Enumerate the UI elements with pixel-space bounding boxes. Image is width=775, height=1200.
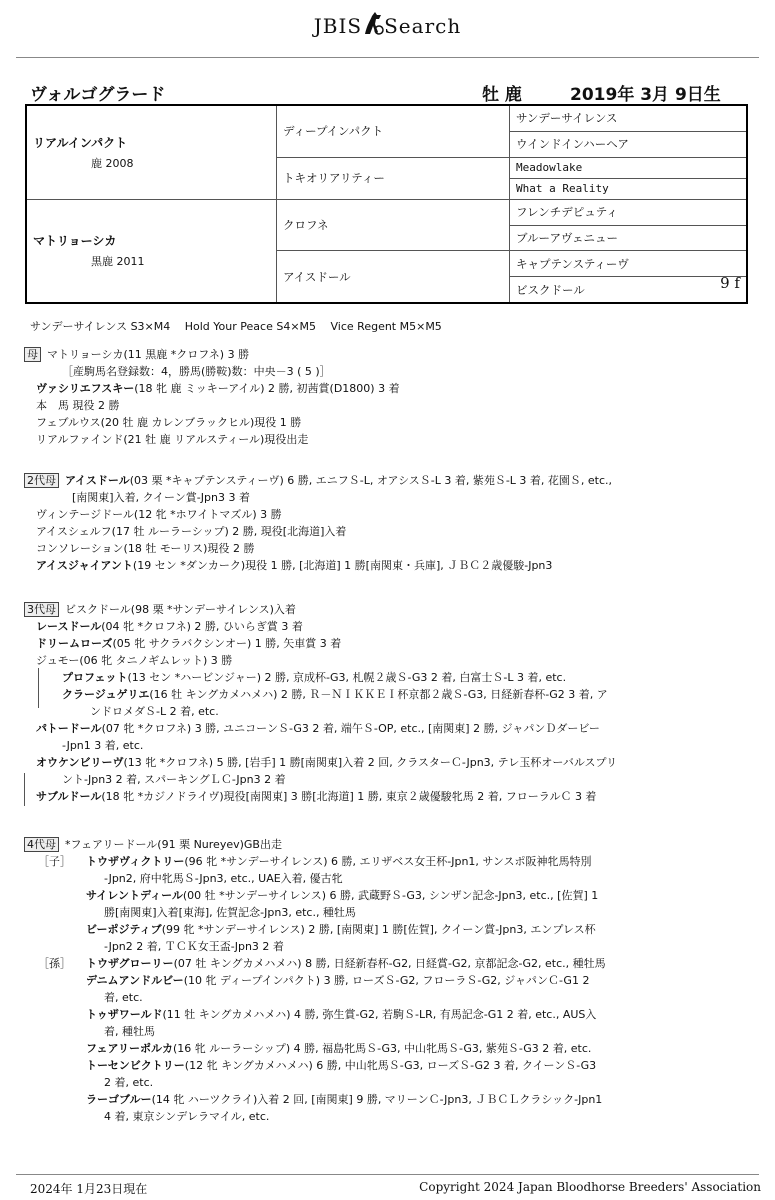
section-tag-4th-dam: 4代母 [24,837,59,852]
offspring-detail: (19 セン *ダンカーク)現役 1 勝, [北海道] 1 勝[南関東・兵庫], ＪＢＣ２歳優駿-Jpn3 [132,559,553,572]
offspring-name[interactable]: パトードール [36,722,102,735]
offspring-detail: (18 牝 *カジノドライヴ)現役[南関東] 3 勝[北海道] 1 勝, 東京２歳優駿牝馬 2 着, フローラルＣ 3 着 [101,790,597,803]
dam-name: マトリョーシカ [33,234,117,249]
offspring-name[interactable]: クラージュゲリエ [62,688,150,701]
pedigree-dam-sire[interactable]: クロフネ [277,199,510,250]
offspring-name[interactable]: トウザグローリー [86,957,174,970]
section-4th-dam [24,836,744,1125]
list-item [24,754,744,771]
offspring-name[interactable]: オウケンビリーヴ [36,756,124,769]
list-item [24,686,744,703]
offspring-detail: (13 牝 *クロフネ) 5 勝, [岩手] 1 勝[南関東]入着 2 回, クラスターＣ-Jpn3, テレ玉杯オーバルスプリ [123,756,618,769]
fourth-dam-line: *フェアリードール(91 栗 Nureyev)GB出走 [65,838,282,851]
offspring-name[interactable]: プロフェット [62,671,128,684]
footer-date: 2024年 1月23日現在 [30,1182,148,1196]
logo-text-search: Search [384,14,462,38]
section-3rd-dam [24,601,744,805]
grandchildren-label: ［孫］ [38,957,71,970]
offspring-name[interactable]: レースドール [36,620,102,633]
offspring-name[interactable]: サイレントディール [86,889,183,902]
offspring-detail: (07 牝 *クロフネ) 3 勝, ユニコーンＳ-G3 2 着, 端午Ｓ-OP, etc., [南関東] 2 勝, ジャパンＤダービー [101,722,600,735]
pedigree-sire-sire[interactable]: ディープインパクト [277,105,510,157]
offspring-detail: (07 牡 キングカメハメハ) 8 勝, 日経新春杯-G2, 日経賞-G2, 京都記念-G2, etc., 種牡馬 [173,957,606,970]
list-item: アイスシェルフ(17 牡 ルーラーシップ) 2 勝, 現役[北海道]入着 [36,525,347,538]
offspring-name[interactable]: トウザヴィクトリー [86,855,185,868]
pedigree-sss[interactable]: サンデーサイレンス [510,105,748,131]
pedigree-sds[interactable]: Meadowlake [510,157,748,178]
list-item: ヴィンテージドール(12 牝 *ホワイトマズル) 3 勝 [36,508,282,521]
pedigree-ssd[interactable]: ウインドインハーヘア [510,131,748,157]
list-item: フェブルウス(20 牡 鹿 カレンブラックヒル)現役 1 勝 [36,416,302,429]
offspring-name[interactable]: デニムアンドルビー [86,974,184,987]
list-item [24,1006,744,1023]
offspring-detail: (10 牝 ディープインパクト) 3 勝, ローズＳ-G2, フローラＳ-G2, ジャパンＣ-G1 2 [183,974,590,987]
footer-rule [16,1174,759,1175]
list-item-cont: ンドロメダＳ-L 2 着, etc. [90,705,219,718]
dam-color-year: 黒鹿 2011 [91,255,145,269]
pedigree-dam-dam[interactable]: アイスドール [277,251,510,303]
offspring-detail: (16 牝 ルーラーシップ) 4 勝, 福島牝馬Ｓ-G3, 中山牝馬Ｓ-G3, 紫苑Ｓ-G3 2 着, etc. [173,1042,592,1055]
offspring-detail: (13 セン *ハービンジャー) 2 勝, 京成杯-G3, 札幌２歳Ｓ-G3 2 着, 白富士Ｓ-L 3 着, etc. [127,671,567,684]
second-dam-name[interactable]: アイスドール [65,474,130,487]
third-dam-line: ビスクドール(98 栗 *サンデーサイレンス)入着 [65,603,296,616]
offspring-name[interactable]: フェアリーポルカ [86,1042,174,1055]
jbis-logo [0,10,775,38]
list-item [24,972,744,989]
list-item [24,618,744,635]
list-item [24,1040,744,1057]
offspring-name[interactable]: ドリームローズ [36,637,113,650]
pedigree-sdd[interactable]: What a Reality [510,178,748,199]
list-item-cont: 4 着, 東京シンデレラマイル, etc. [104,1110,270,1123]
list-item-cont: 着, 種牡馬 [104,1025,155,1038]
offspring-detail: (12 牝 キングカメハメハ) 6 勝, 中山牝馬Ｓ-G3, ローズＳ-G2 3 着, クイーンＳ-G3 [184,1059,597,1072]
offspring-detail: (96 牝 *サンデーサイレンス) 6 勝, エリザベス女王杯-Jpn1, サンスポ阪神牝馬特別 [184,855,592,868]
list-item [24,788,744,805]
second-dam-detail: (03 栗 *キャプテンスティーヴ) 6 勝, エニフＳ-L, オアシスＳ-L 3 着, 紫苑Ｓ-L 3 着, 花園Ｓ, etc., [129,474,613,487]
offspring-detail: (18 牝 鹿 ミッキーアイル) 2 勝, 初茜賞(D1800) 3 着 [134,382,400,395]
dam-stats: ［産駒馬名登録数：4，勝馬(勝鞍)数：中央－3 ( 5 )］ [62,365,331,378]
offspring-name[interactable]: アイスジャイアント [36,559,133,572]
section-dam [24,346,744,448]
offspring-detail: (11 牡 キングカメハメハ) 4 勝, 弥生賞-G2, 若駒Ｓ-LR, 有馬記念-G1 2 着, etc., AUS入 [162,1008,597,1021]
family-number: 9 f [720,274,740,292]
offspring-detail: (99 牝 *サンデーサイレンス) 2 勝, [南関東] 1 勝[佐賀], クイーン賞-Jpn3, エンプレス杯 [161,923,596,936]
offspring-detail: (00 牡 *サンデーサイレンス) 6 勝, 武蔵野Ｓ-G3, シンザン記念-Jpn3, etc., [佐賀] 1 [182,889,599,902]
list-item [24,720,744,737]
list-item [24,1091,744,1108]
list-item: ジュモー(06 牝 タニノギムレット) 3 勝 [36,654,233,667]
offspring-name[interactable]: ヴァシリエフスキー [36,382,135,395]
logo-text-jbis: JBIS [313,14,363,38]
inbreeding-line: サンデーサイレンス S3×M4 Hold Your Peace S4×M5 Vice Regent M5×M5 [30,320,442,333]
list-item [24,635,744,652]
section-tag-3rd-dam: 3代母 [24,602,59,617]
pedigree-sire[interactable] [26,105,277,199]
list-item-cont: -Jpn2 2 着, ＴＣＫ女王盃-Jpn3 2 着 [104,940,284,953]
sire-name: リアルインパクト [33,135,128,150]
horse-sex-color: 牡 鹿 [482,85,522,105]
pedigree-dss[interactable]: フレンチデピュティ [510,199,748,225]
children-label: ［子］ [38,855,71,868]
pedigree-table [25,104,748,304]
offspring-detail: (14 牝 ハーツクライ)入着 2 回, [南関東] 9 勝, マリーンＣ-Jpn3, ＪＢＣＬクラシック-Jpn1 [151,1093,603,1106]
pedigree-dam[interactable] [26,199,277,303]
list-item [24,557,744,574]
section-tag-2nd-dam: 2代母 [24,473,59,488]
list-item [24,887,744,904]
sire-color-year: 鹿 2008 [91,156,134,170]
offspring-name[interactable]: トゥザワールド [86,1008,163,1021]
section-2nd-dam [24,472,744,574]
offspring-detail: (16 牡 キングカメハメハ) 2 勝, Ｒ－ＮＩＫＫＥＩ杯京都２歳Ｓ-G3, 日経新春杯-G2 3 着, ア [149,688,608,701]
horse-logo-icon [362,10,384,38]
horse-header [30,80,750,105]
pedigree-dsd[interactable]: ブルーアヴェニュー [510,225,748,251]
list-item: リアルファインド(21 牡 鹿 リアルスティール)現役出走 [36,433,309,446]
list-item [24,1057,744,1074]
pedigree-ddd[interactable] [510,274,748,304]
tree-bracket [24,773,25,806]
list-item-cont: 勝[南関東]入着[東海], 佐賀記念-Jpn3, etc., 種牡馬 [104,906,356,919]
pedigree-sire-dam[interactable]: トキオリアリティー [277,157,510,199]
footer-copyright: Copyright 2024 Japan Bloodhorse Breeders' Association [419,1180,761,1194]
dam-line: マトリョーシカ(11 黒鹿 *クロフネ) 3 勝 [47,348,250,361]
second-dam-detail-cont: [南関東]入着, クイーン賞-Jpn3 3 着 [72,491,250,504]
pedigree-dds[interactable]: キャプテンスティーヴ [510,251,748,277]
list-item-cont: -Jpn2, 府中牝馬Ｓ-Jpn3, etc., UAE入着, 優古牝 [104,872,343,885]
offspring-name[interactable]: ビーポジティブ [86,923,162,936]
list-item-cont: ント-Jpn3 2 着, スパーキングＬＣ-Jpn3 2 着 [62,773,286,786]
header-rule [16,57,759,58]
list-item [24,380,744,397]
list-item-cont: 着, etc. [104,991,143,1004]
horse-name: ヴォルゴグラード [30,85,166,105]
offspring-name[interactable]: ラーゴブルー [86,1093,152,1106]
horse-birth-date: 2019年 3月 9日生 [570,85,721,105]
offspring-name[interactable]: トーセンビクトリー [86,1059,185,1072]
offspring-detail: (05 牝 サクラバクシンオー) 1 勝, 矢車賞 3 着 [112,637,342,650]
offspring-detail: (04 牝 *クロフネ) 2 勝, ひいらぎ賞 3 着 [101,620,303,633]
ddd-name: ビスクドール [516,282,585,297]
list-item [24,921,744,938]
list-item [24,669,744,686]
list-item-cont: 2 着, etc. [104,1076,154,1089]
list-item: コンソレーション(18 牡 モーリス)現役 2 勝 [36,542,255,555]
section-tag-dam: 母 [24,347,41,362]
list-item-cont: -Jpn1 3 着, etc. [62,739,144,752]
offspring-name[interactable]: サブルドール [36,790,102,803]
list-item: 本 馬 現役 2 勝 [36,399,120,412]
